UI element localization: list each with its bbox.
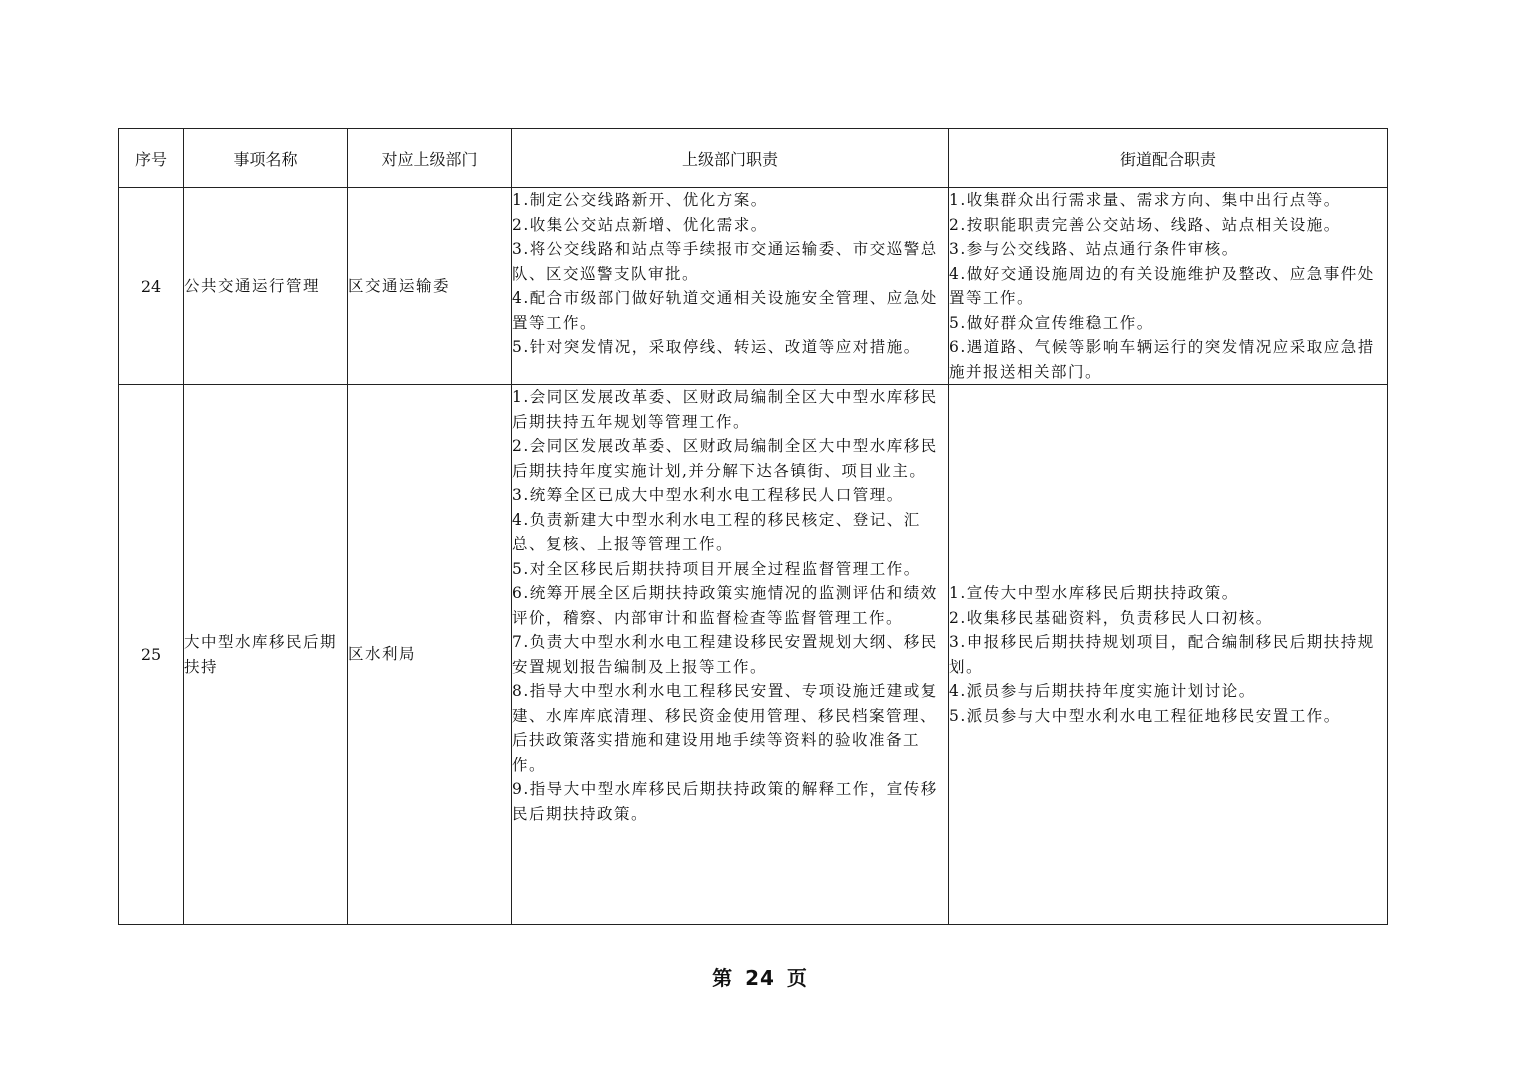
duty-item: 3.参与公交线路、站点通行条件审核。	[949, 240, 1239, 258]
duty-item: 4.派员参与后期扶持年度实施计划讨论。	[949, 682, 1256, 700]
duty-item: 5.做好群众宣传维稳工作。	[949, 313, 1154, 332]
page-number: 24	[745, 966, 775, 990]
page-prefix: 第	[712, 966, 734, 990]
row-number: 24	[119, 188, 184, 385]
page-number-footer	[0, 962, 1520, 991]
duty-item: 3.申报移民后期扶持规划项目，配合编制移民后期扶持规划。	[949, 633, 1375, 676]
header-upper-dept: 对应上级部门	[348, 129, 512, 188]
duty-item: 1.会同区发展改革委、区财政局编制全区大中型水库移民后期扶持五年规划等管理工作。	[512, 388, 938, 431]
duty-item: 4.配合市级部门做好轨道交通相关设施安全管理、应急处置等工作。	[512, 289, 938, 332]
table-header-row	[119, 129, 1388, 188]
street-duties-cell	[949, 188, 1388, 385]
duty-item: 5.对全区移民后期扶持项目开展全过程监督管理工作。	[512, 559, 921, 578]
duty-item: 7.负责大中型水利水电工程建设移民安置规划大纲、移民安置规划报告编制及上报等工作。	[512, 633, 938, 676]
header-street-duties: 街道配合职责	[949, 129, 1388, 188]
duty-item: 4.负责新建大中型水利水电工程的移民核定、登记、汇总、复核、上报等管理工作。	[512, 510, 921, 553]
duty-item: 2.收集公交站点新增、优化需求。	[512, 215, 768, 234]
header-item-name: 事项名称	[184, 129, 348, 188]
street-duties-cell	[949, 385, 1388, 925]
row-number: 25	[119, 385, 184, 925]
duty-table	[118, 128, 1388, 925]
duty-item: 5.针对突发情况，采取停线、转运、改道等应对措施。	[512, 338, 921, 356]
duty-item: 2.收集移民基础资料，负责移民人口初核。	[949, 608, 1273, 627]
page-suffix: 页	[786, 966, 808, 990]
duty-item: 5.派员参与大中型水利水电工程征地移民安置工作。	[949, 706, 1341, 725]
duty-item: 6.遇道路、气候等影响车辆运行的突发情况应采取应急措施并报送相关部门。	[949, 338, 1375, 381]
duty-item: 6.统筹开展全区后期扶持政策实施情况的监测评估和绩效评价，稽察、内部审计和监督检查等监督管理工作。	[512, 584, 938, 627]
upper-duties-cell	[512, 385, 949, 925]
duty-item: 1.收集群众出行需求量、需求方向、集中出行点等。	[949, 191, 1341, 209]
duty-item: 3.统筹全区已成大中型水利水电工程移民人口管理。	[512, 486, 904, 504]
upper-duties-cell	[512, 188, 949, 385]
duty-item: 1.宣传大中型水库移民后期扶持政策。	[949, 584, 1239, 602]
duty-item: 4.做好交通设施周边的有关设施维护及整改、应急事件处置等工作。	[949, 264, 1375, 307]
item-name: 大中型水库移民后期扶持	[184, 385, 348, 925]
table-row	[119, 385, 1388, 925]
duty-item: 3.将公交线路和站点等手续报市交通运输委、市交巡警总队、区交巡警支队审批。	[512, 240, 938, 283]
duty-item: 9.指导大中型水库移民后期扶持政策的解释工作，宣传移民后期扶持政策。	[512, 780, 938, 823]
header-upper-duties: 上级部门职责	[512, 129, 949, 188]
duty-item: 1.制定公交线路新开、优化方案。	[512, 191, 768, 209]
upper-dept: 区水利局	[348, 385, 512, 925]
header-no: 序号	[119, 129, 184, 188]
duty-item: 2.按职能职责完善公交站场、线路、站点相关设施。	[949, 215, 1341, 234]
table-row	[119, 188, 1388, 385]
duty-item: 2.会同区发展改革委、区财政局编制全区大中型水库移民后期扶持年度实施计划,并分解下达各镇街、项目业主。	[512, 437, 938, 480]
duty-item: 8.指导大中型水利水电工程移民安置、专项设施迁建或复建、水库库底清理、移民资金使用管理、移民档案管理、后扶政策落实措施和建设用地手续等资料的验收准备工作。	[512, 682, 938, 774]
upper-dept: 区交通运输委	[348, 188, 512, 385]
item-name: 公共交通运行管理	[184, 188, 348, 385]
